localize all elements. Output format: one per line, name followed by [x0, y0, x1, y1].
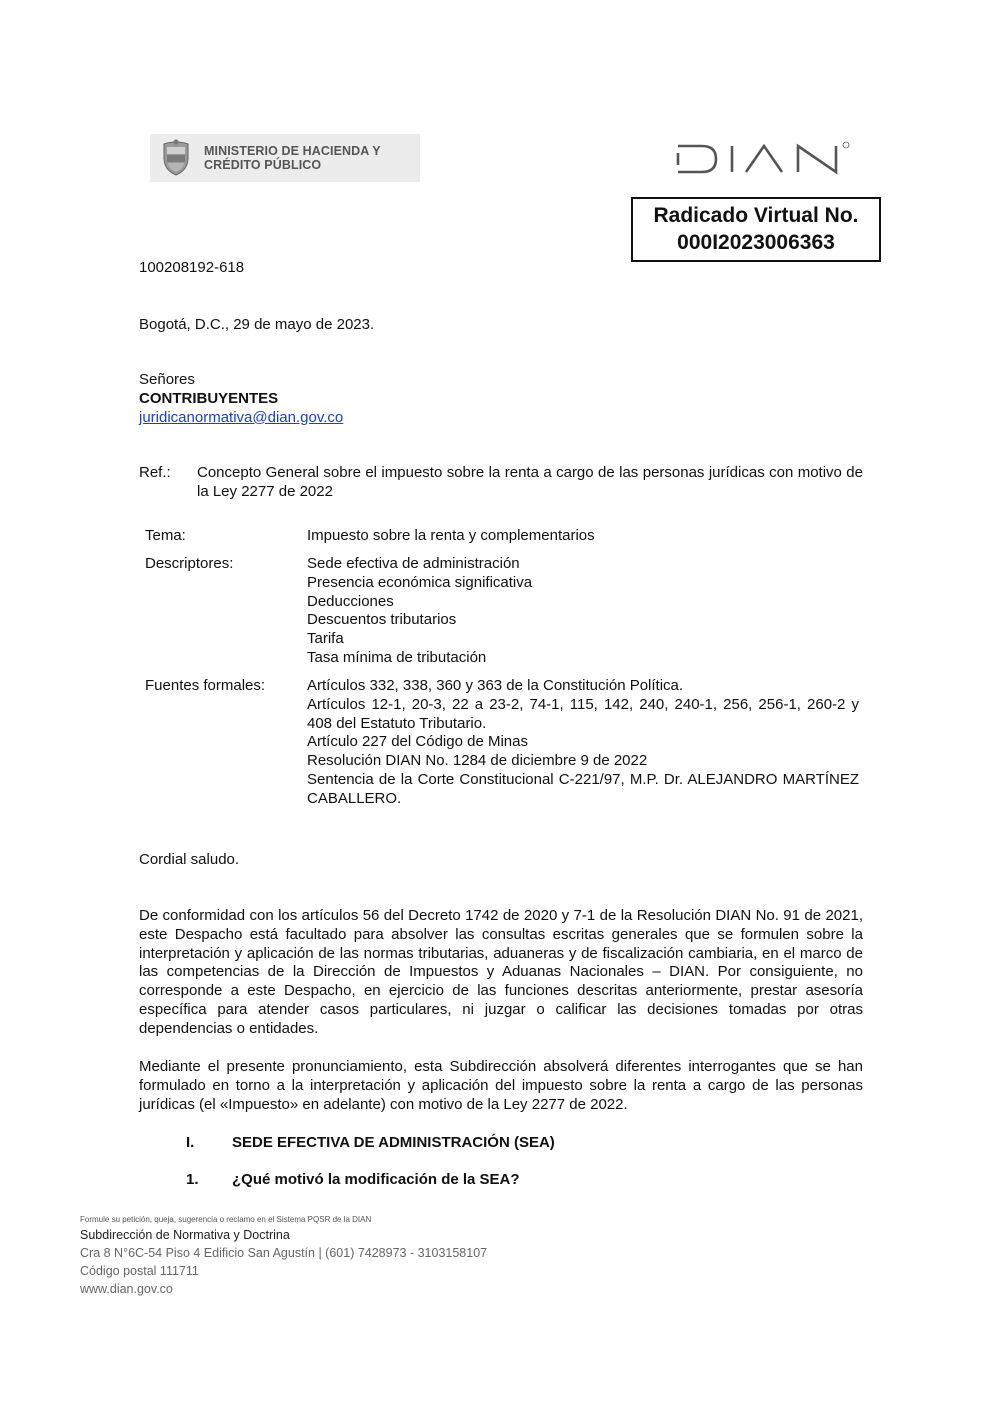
footer-web[interactable]: www.dian.gov.co [80, 1282, 173, 1296]
tema-value: Impuesto sobre la renta y complementarios [307, 527, 595, 544]
footer-pqsr: Formule su petición, queja, sugerencia o reclamo en el Sistema PQSR de la DIAN [80, 1215, 372, 1224]
dian-logo-text: DIAN [766, 175, 769, 176]
descriptor-item: Deducciones [307, 592, 394, 610]
date-line: Bogotá, D.C., 29 de mayo de 2023. [139, 316, 375, 333]
fuente-item: Resolución DIAN No. 1284 de diciembre 9 de 2022 [307, 752, 648, 770]
radicado-number: 000I2023006363 [677, 231, 835, 254]
descriptor-item: Presencia económica significativa [307, 573, 533, 591]
footer-office: Subdirección de Normativa y Doctrina [80, 1228, 290, 1242]
radicado-box [631, 197, 881, 262]
dian-logo [676, 140, 856, 176]
ministry-logo [150, 134, 420, 182]
descriptor-item: Descuentos tributarios [307, 611, 457, 629]
footer-address: Cra 8 N°6C-54 Piso 4 Edificio San Agustín | (601) 7428973 - 3103158107 [80, 1246, 488, 1260]
ref-text: Concepto General sobre el impuesto sobre la renta a cargo de las personas jurídicas con motivo de la Ley 2277 de 2022 [197, 464, 863, 500]
fuentes-label: Fuentes formales: [145, 677, 266, 694]
footer-postal: Código postal 111711 [80, 1264, 199, 1278]
paragraph-competence: De conformidad con los artículos 56 del Decreto 1742 de 2020 y 7-1 de la Resolución DIAN No. 91 de 2021, este Despacho está facultado para absolver las consultas escritas generales que se formulen sobre la interpretación y aplicación de las normas tributarias, aduaneras y de fiscalización cambiaria, en el marco de las competencias de la Dirección de Impuestos y Aduanas Nacionales – DIAN. Por consiguiente, no corresponde a este Despacho, en ejercicio de las funciones descritas anteriormente, prestar asesoría específica para atender casos particulares, ni juzgar o calificar las decisiones tomadas por otras dependencias o entidades. [139, 907, 863, 1037]
fuente-item: Sentencia de la Corte Constitucional C-221/97, M.P. Dr. ALEJANDRO MARTÍNEZ CABALLERO. [307, 770, 859, 807]
footer [80, 1214, 680, 1298]
coat-of-arms-icon [156, 138, 196, 178]
recipient-block [139, 371, 343, 427]
ministry-name-line2: CRÉDITO PÚBLICO [204, 158, 322, 172]
question-number: 1. [186, 1171, 199, 1188]
section-number: I. [186, 1134, 195, 1151]
descriptores-list [307, 555, 859, 668]
recipient-email-link[interactable]: juridicanormativa@dian.gov.co [139, 408, 344, 426]
tema-label: Tema: [145, 527, 186, 544]
ministry-name-line1: MINISTERIO DE HACIENDA Y [204, 144, 381, 158]
recipient-name: CONTRIBUYENTES [139, 389, 279, 407]
document-number: 100208192-618 [139, 259, 245, 276]
descriptor-item: Sede efectiva de administración [307, 555, 520, 572]
radicado-label: Radicado Virtual No. [653, 204, 859, 227]
paragraph-purpose: Mediante el presente pronunciamiento, esta Subdirección absolverá diferentes interrogantes que se han formulado en torno a la interpretación y aplicación del impuesto sobre la renta a cargo de las personas jurídicas (el «Impuesto» en adelante) con motivo de la Ley 2277 de 2022. [139, 1058, 863, 1113]
reference-block [139, 464, 863, 502]
descriptor-item: Tarifa [307, 630, 344, 648]
fuente-item: Artículos 332, 338, 360 y 363 de la Constitución Política. [307, 677, 684, 694]
fuentes-list [307, 677, 859, 809]
descriptor-item: Tasa mínima de tributación [307, 648, 487, 666]
recipient-salutation: Señores [139, 371, 195, 388]
fuente-item: Artículos 12-1, 20-3, 22 a 23-2, 74-1, 115, 142, 240, 240-1, 256, 256-1, 260-2 y 408 del Estatuto Tributario. [307, 695, 859, 732]
ref-label: Ref.: [139, 464, 171, 481]
section-title: SEDE EFECTIVA DE ADMINISTRACIÓN (SEA) [232, 1134, 555, 1151]
question-title: ¿Qué motivó la modificación de la SEA? [232, 1171, 520, 1188]
greeting: Cordial saludo. [139, 851, 240, 868]
fuente-item: Artículo 227 del Código de Minas [307, 733, 528, 751]
descriptores-label: Descriptores: [145, 555, 234, 572]
